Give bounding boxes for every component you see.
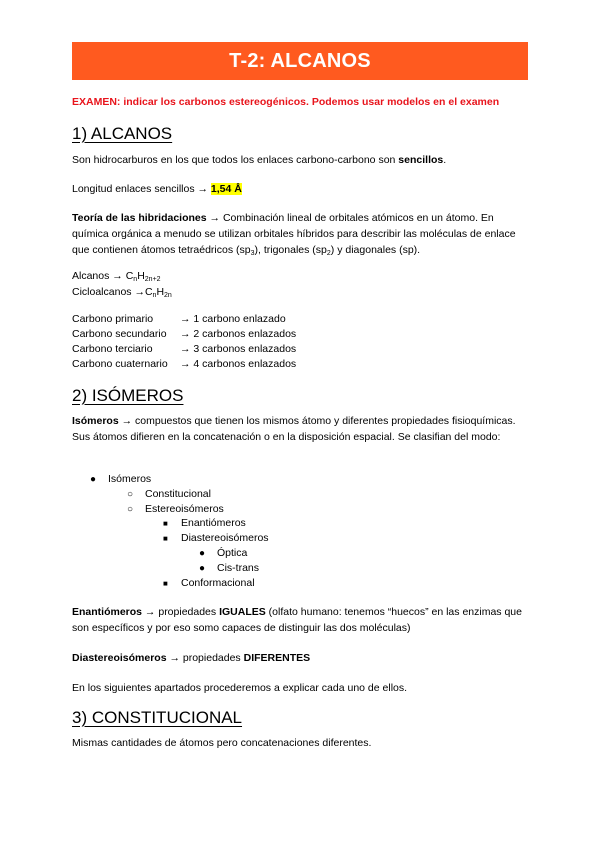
intro-end: . — [443, 154, 447, 166]
square-bullet-icon: ■ — [163, 579, 168, 588]
isomer-definition — [72, 413, 528, 445]
section-heading-isomeros: 2) ISÓMEROS — [72, 386, 184, 405]
circle-bullet-icon: ○ — [127, 489, 134, 500]
alkane-sub-2n2: 2n+2 — [144, 276, 161, 283]
exam-note: EXAMEN: indicar los carbonos estereogénicos. Podemos usar modelos en el examen — [72, 96, 500, 108]
alkane-label: Alcanos → C — [72, 270, 134, 282]
bond-length-line — [72, 181, 242, 197]
tree-item-conformacional — [163, 577, 255, 589]
enantiomer-text: (olfato humano: tenemos “huecos” en las enzimas que son específicos y por eso somo capaces de distinguir las dos moléculas) — [72, 606, 522, 634]
section-heading-alcanos: 1) ALCANOS — [72, 124, 173, 143]
carbon-type: Carbono secundario — [72, 328, 167, 340]
enantiomer-paragraph — [72, 604, 528, 636]
tree-item-diastereoisomeros — [163, 532, 269, 544]
title-banner — [72, 42, 528, 80]
carbon-desc: → 1 carbono enlazado — [180, 313, 286, 325]
enantiomer-mid: → propiedades — [142, 606, 220, 618]
isomer-bold: Isómeros — [72, 415, 119, 427]
tree-item-enantiomeros — [163, 517, 246, 529]
tree-item-isomeros — [90, 473, 151, 485]
alkane-sub-n: n — [133, 276, 138, 283]
cycloalkane-sub-2n: 2n — [164, 292, 172, 299]
square-bullet-icon: ■ — [163, 519, 168, 528]
tree-item-optica — [199, 547, 247, 559]
hybridization-bold: Teoría de las hibridaciones — [72, 212, 207, 224]
carbon-type-row — [72, 313, 286, 325]
tree-item-estereoisomeros — [127, 503, 224, 515]
bond-length-label: Longitud enlaces sencillos → — [72, 183, 211, 195]
isomer-text: → compuestos que tienen los mismos átomo y diferentes propiedades fisioquímicas. Sus átomos difieren en la concatenación o en la disposición espacial. Se clasifian del modo: — [72, 415, 516, 443]
tree-label: Óptica — [217, 547, 248, 559]
cycloalkane-formula — [72, 284, 172, 304]
bullet-icon: ● — [199, 548, 206, 559]
enantiomer-bold: Enantiómeros — [72, 606, 143, 618]
carbon-type: Carbono primario — [72, 313, 154, 325]
tree-label: Enantiómeros — [181, 517, 246, 529]
carbon-type: Carbono cuaternario — [72, 358, 168, 370]
constitutional-text: Mismas cantidades de átomos pero concatenaciones diferentes. — [72, 737, 372, 749]
diastereomer-mid: → propiedades — [166, 652, 244, 664]
intro-bold: sencillos — [398, 154, 444, 166]
carbon-type-row — [72, 358, 297, 370]
tree-label: Conformacional — [181, 577, 255, 589]
square-bullet-icon: ■ — [163, 534, 168, 543]
bullet-icon: ● — [90, 474, 97, 485]
alcanos-intro — [72, 152, 446, 168]
tree-item-constitucional — [127, 488, 211, 500]
hybridization-text-3: ) y diagonales (sp). — [330, 244, 421, 256]
hybridization-text-1: → Combinación lineal de orbitales atómicos en un átomo. En química orgánica a menudo se utilizan orbitales híbridos para describir las moléculas de enlace que contienen átomos tetraédricos (sp — [72, 212, 516, 256]
cycloalkane-h: H — [156, 286, 165, 298]
carbon-desc: → 3 carbonos enlazados — [180, 343, 297, 355]
bullet-icon: ● — [199, 563, 206, 574]
page-title: T-2: ALCANOS — [229, 49, 371, 72]
hybridization-text-2: ), trigonales (sp — [254, 244, 327, 256]
intro-text: Son hidrocarburos en los que todos los enlaces carbono-carbono son — [72, 154, 399, 166]
section-heading-constitucional: 3) CONSTITUCIONAL — [72, 708, 243, 727]
carbon-desc: → 4 carbonos enlazados — [180, 358, 297, 370]
alkane-h: H — [137, 270, 145, 282]
tree-label: Cis-trans — [217, 562, 260, 574]
diastereomer-line — [72, 650, 310, 666]
tree-label: Isómeros — [108, 473, 152, 485]
diastereomer-bold: Diastereoisómeros — [72, 652, 167, 664]
hybridization-paragraph — [72, 210, 528, 262]
tree-label: Diastereoisómeros — [181, 532, 269, 544]
carbon-type-row — [72, 328, 297, 340]
explain-line: En los siguientes apartados procederemos a explicar cada uno de ellos. — [72, 682, 408, 694]
tree-label: Estereoisómeros — [145, 503, 224, 515]
diastereomer-diferentes: DIFERENTES — [243, 652, 311, 664]
cycloalkane-label: Cicloalcanos →C — [72, 286, 153, 298]
sub-3: 3 — [250, 250, 255, 257]
carbon-desc: → 2 carbonos enlazados — [180, 328, 297, 340]
carbon-type-row — [72, 343, 297, 355]
bond-length-value: 1,54 Å — [210, 183, 242, 195]
tree-label: Constitucional — [145, 488, 211, 500]
enantiomer-iguales: IGUALES — [219, 606, 266, 618]
circle-bullet-icon: ○ — [127, 504, 134, 515]
sub-2: 2 — [326, 250, 331, 257]
cycloalkane-sub-n: n — [152, 292, 157, 299]
carbon-type: Carbono terciario — [72, 343, 153, 355]
tree-item-cis-trans — [199, 562, 259, 574]
